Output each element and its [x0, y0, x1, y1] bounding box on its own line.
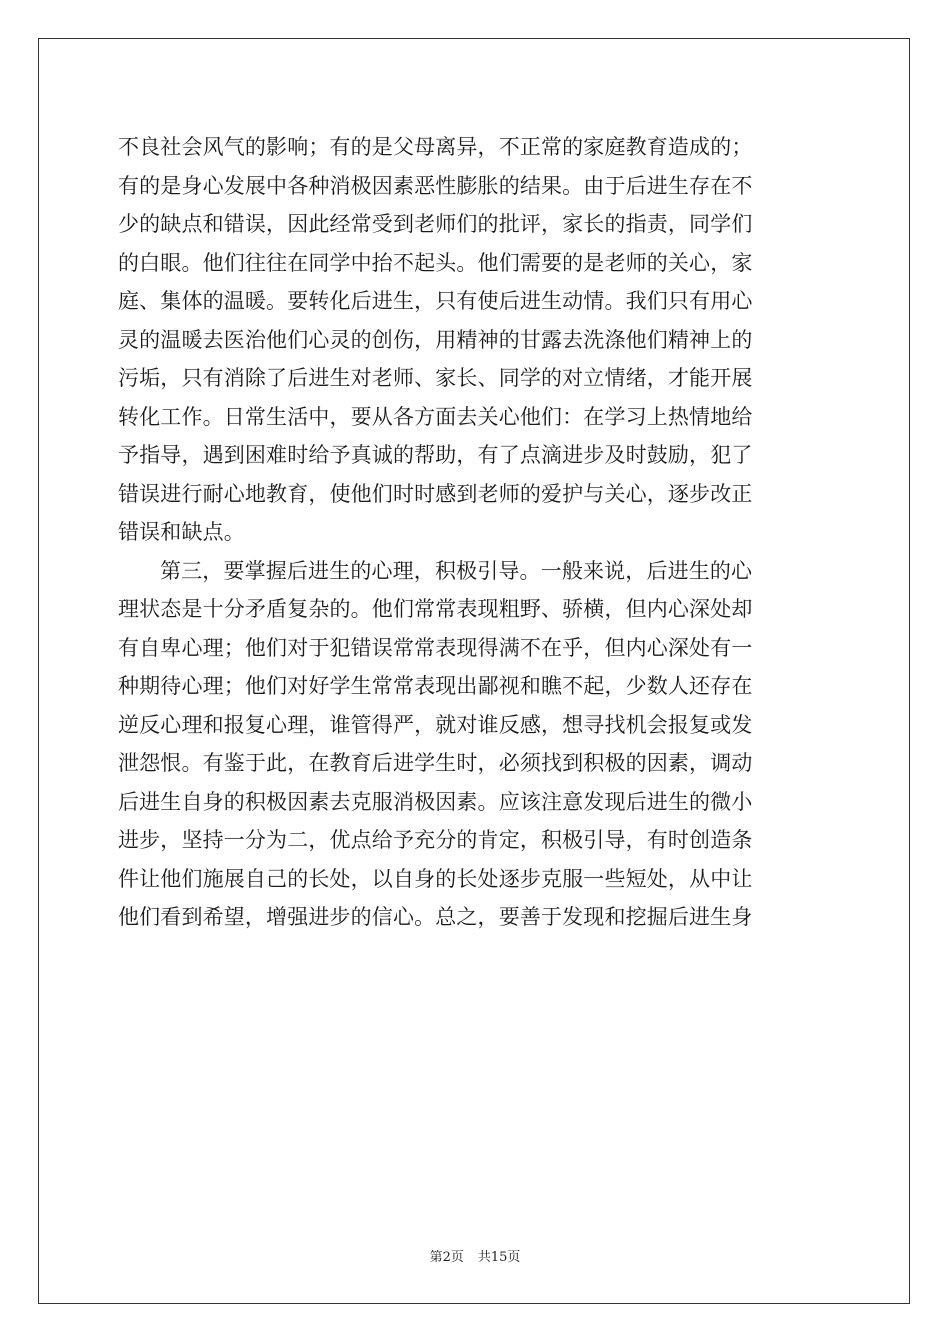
page-number: 第2页 — [429, 1250, 464, 1265]
text-line: 转化工作。日常生活中，要从各方面去关心他们：在学习上热情地给 — [118, 404, 753, 429]
text-line: 错误进行耐心地教育，使他们时时感到老师的爱护与关心，逐步改正 — [118, 481, 753, 506]
text-line: 后进生自身的积极因素去克服消极因素。应该注意发现后进生的微小 — [118, 789, 753, 814]
text-line: 理状态是十分矛盾复杂的。他们常常表现粗野、骄横，但内心深处却 — [118, 597, 753, 621]
page-total: 共15页 — [477, 1250, 521, 1265]
text-line: 不良社会风气的影响；有的是父母离异，不正常的家庭教育造成的； — [118, 135, 753, 159]
text-line: 件让他们施展自己的长处，以自身的长处逐步克服一些短处，从中让 — [118, 866, 753, 891]
document-body — [118, 128, 832, 937]
text-line: 有自卑心理；他们对于犯错误常常表现得满不在乎，但内心深处有一 — [118, 635, 753, 660]
text-line: 他们看到希望，增强进步的信心。总之，要善于发现和挖掘后进生身 — [118, 905, 753, 929]
text-line: 少的缺点和错误，因此经常受到老师们的批评，家长的指责，同学们 — [118, 212, 753, 236]
text-line: 泄怨恨。有鉴于此，在教育后进学生时，必须找到积极的因素，调动 — [118, 751, 753, 775]
text-line: 种期待心理；他们对好学生常常表现出鄙视和瞧不起，少数人还存在 — [118, 674, 753, 698]
page-footer — [0, 1246, 950, 1265]
text-line: 第三，要掌握后进生的心理，积极引导。一般来说，后进生的心 — [160, 558, 753, 583]
text-line: 的白眼。他们往往在同学中抬不起头。他们需要的是老师的关心，家 — [118, 250, 753, 275]
text-line: 灵的温暖去医治他们心灵的创伤，用精神的甘露去洗涤他们精神上的 — [118, 327, 753, 352]
paragraph — [118, 552, 832, 937]
text-line: 错误和缺点。 — [118, 520, 245, 544]
text-line: 庭、集体的温暖。要转化后进生，只有使后进生动情。我们只有用心 — [118, 289, 753, 313]
text-line: 予指导，遇到困难时给予真诚的帮助，有了点滴进步及时鼓励，犯了 — [118, 443, 753, 467]
text-line: 进步，坚持一分为二，优点给予充分的肯定，积极引导，有时创造条 — [118, 828, 753, 852]
text-line: 污垢，只有消除了后进生对老师、家长、同学的对立情绪，才能开展 — [118, 366, 753, 390]
text-line: 有的是身心发展中各种消极因素恶性膨胀的结果。由于后进生存在不 — [118, 173, 753, 198]
paragraph — [118, 128, 832, 552]
text-line: 逆反心理和报复心理，谁管得严，就对谁反感，想寻找机会报复或发 — [118, 712, 753, 737]
